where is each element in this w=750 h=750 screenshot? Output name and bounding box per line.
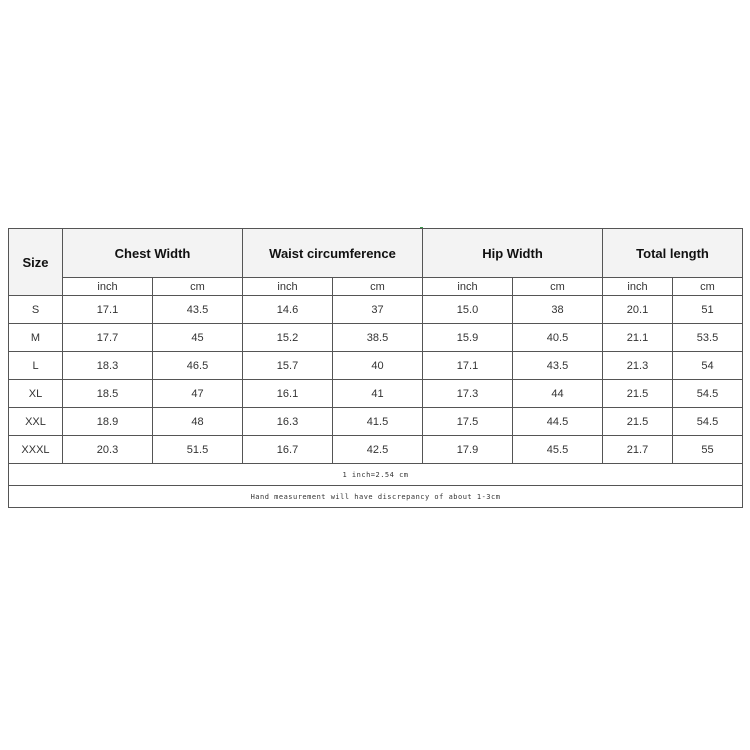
conversion-note-row [9, 464, 743, 486]
hip-cm-cell: 40.5 [513, 324, 603, 352]
table-row [9, 380, 743, 408]
size-cell: M [9, 324, 63, 352]
size-header: Size [9, 229, 63, 296]
chest-cm-cell: 46.5 [153, 352, 243, 380]
length-inch-cell: 20.1 [603, 296, 673, 324]
length-inch-cell: 21.5 [603, 408, 673, 436]
size-chart-table [8, 228, 743, 508]
size-cell: XXL [9, 408, 63, 436]
discrepancy-note: Hand measurement will have discrepancy of about 1-3cm [9, 486, 743, 508]
length-inch-cell: 21.7 [603, 436, 673, 464]
unit-inch: inch [603, 278, 673, 296]
hip-cm-cell: 43.5 [513, 352, 603, 380]
hip-cm-cell: 44.5 [513, 408, 603, 436]
table-row [9, 296, 743, 324]
units-row [9, 278, 743, 296]
waist-cm-cell: 40 [333, 352, 423, 380]
hip-inch-cell: 17.1 [423, 352, 513, 380]
length-cm-cell: 51 [673, 296, 743, 324]
waist-cm-cell: 42.5 [333, 436, 423, 464]
size-cell: S [9, 296, 63, 324]
size-cell: XXXL [9, 436, 63, 464]
chest-inch-cell: 18.9 [63, 408, 153, 436]
hip-inch-cell: 15.0 [423, 296, 513, 324]
chest-inch-cell: 17.7 [63, 324, 153, 352]
discrepancy-note-row [9, 486, 743, 508]
unit-inch: inch [63, 278, 153, 296]
table-row [9, 324, 743, 352]
unit-cm: cm [673, 278, 743, 296]
waist-inch-cell: 16.7 [243, 436, 333, 464]
table-row [9, 408, 743, 436]
size-cell: XL [9, 380, 63, 408]
conversion-note: 1 inch=2.54 cm [9, 464, 743, 486]
waist-inch-cell: 16.1 [243, 380, 333, 408]
length-cm-cell: 55 [673, 436, 743, 464]
chest-inch-cell: 20.3 [63, 436, 153, 464]
hip-inch-cell: 17.5 [423, 408, 513, 436]
unit-inch: inch [243, 278, 333, 296]
unit-cm: cm [333, 278, 423, 296]
chest-cm-cell: 43.5 [153, 296, 243, 324]
total-length-header: Total length [603, 229, 743, 278]
table-row [9, 436, 743, 464]
length-cm-cell: 53.5 [673, 324, 743, 352]
size-cell: L [9, 352, 63, 380]
chest-width-header: Chest Width [63, 229, 243, 278]
chest-cm-cell: 47 [153, 380, 243, 408]
table-row [9, 352, 743, 380]
hip-cm-cell: 45.5 [513, 436, 603, 464]
waist-inch-cell: 15.7 [243, 352, 333, 380]
hip-inch-cell: 17.3 [423, 380, 513, 408]
length-cm-cell: 54.5 [673, 380, 743, 408]
chest-inch-cell: 18.3 [63, 352, 153, 380]
waist-header: Waist circumference [243, 229, 423, 278]
length-inch-cell: 21.3 [603, 352, 673, 380]
waist-cm-cell: 41 [333, 380, 423, 408]
hip-cm-cell: 38 [513, 296, 603, 324]
unit-cm: cm [153, 278, 243, 296]
length-cm-cell: 54.5 [673, 408, 743, 436]
waist-cm-cell: 41.5 [333, 408, 423, 436]
hip-inch-cell: 17.9 [423, 436, 513, 464]
hip-width-header: Hip Width [423, 229, 603, 278]
waist-inch-cell: 14.6 [243, 296, 333, 324]
waist-cm-cell: 37 [333, 296, 423, 324]
chest-cm-cell: 45 [153, 324, 243, 352]
chest-inch-cell: 17.1 [63, 296, 153, 324]
hip-cm-cell: 44 [513, 380, 603, 408]
hip-inch-cell: 15.9 [423, 324, 513, 352]
length-inch-cell: 21.1 [603, 324, 673, 352]
waist-inch-cell: 15.2 [243, 324, 333, 352]
waist-cm-cell: 38.5 [333, 324, 423, 352]
unit-inch: inch [423, 278, 513, 296]
chest-inch-cell: 18.5 [63, 380, 153, 408]
length-inch-cell: 21.5 [603, 380, 673, 408]
waist-inch-cell: 16.3 [243, 408, 333, 436]
unit-cm: cm [513, 278, 603, 296]
chest-cm-cell: 51.5 [153, 436, 243, 464]
length-cm-cell: 54 [673, 352, 743, 380]
chest-cm-cell: 48 [153, 408, 243, 436]
